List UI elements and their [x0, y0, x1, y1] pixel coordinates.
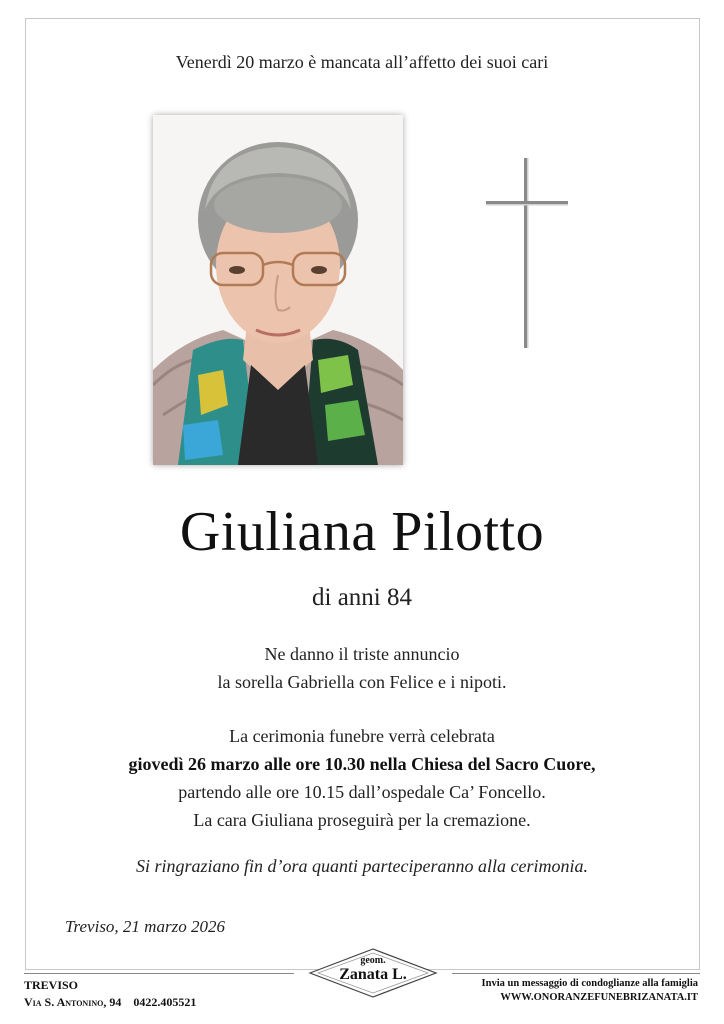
ceremony-date-location: giovedì 26 marzo alle ore 10.30 nella Chiesa del Sacro Cuore,	[128, 754, 596, 774]
footer-street: Via S. Antonino, 94	[24, 995, 122, 1009]
footer-city: TREVISO	[24, 978, 79, 992]
announcement-text	[0, 640, 724, 696]
place-date: Treviso, 21 marzo 2026	[65, 917, 225, 936]
deceased-age: di anni 84	[312, 584, 412, 611]
deceased-name: Giuliana Pilotto	[179, 501, 545, 563]
footer-divider-right	[452, 973, 700, 974]
announcement-line: la sorella Gabriella con Felice e i nipoti.	[217, 672, 507, 692]
thanks-text: Si ringraziano fin d’ora quanti parteciperanno alla cerimonia.	[136, 856, 588, 876]
funeral-home-address	[24, 977, 196, 1011]
portrait-photo	[153, 115, 403, 465]
website-link[interactable]: WWW.ONORANZEFUNEBRIZANATA.IT	[500, 992, 698, 1003]
portrait-illustration	[153, 115, 403, 465]
announcement-line: Ne danno il triste annuncio	[264, 644, 460, 664]
condolence-text: Invia un messaggio di condoglianze alla famiglia	[481, 978, 698, 989]
latin-cross-icon	[486, 158, 568, 348]
logo-name: Zanata L.	[339, 966, 407, 983]
death-announcement-headline: Venerdì 20 marzo è mancata all’affetto dei suoi cari	[175, 52, 549, 72]
ceremony-intro: La cerimonia funebre verrà celebrata	[229, 726, 495, 746]
footer-divider-left	[24, 973, 294, 974]
condolence-info	[482, 977, 698, 1005]
footer-phone[interactable]: 0422.405521	[133, 995, 197, 1009]
ceremony-cremation: La cara Giuliana proseguirà per la cremazione.	[193, 810, 531, 830]
ceremony-details	[0, 722, 724, 834]
ceremony-departure: partendo alle ore 10.15 dall’ospedale Ca’ Foncello.	[178, 782, 546, 802]
logo-title: geom.	[360, 955, 386, 966]
